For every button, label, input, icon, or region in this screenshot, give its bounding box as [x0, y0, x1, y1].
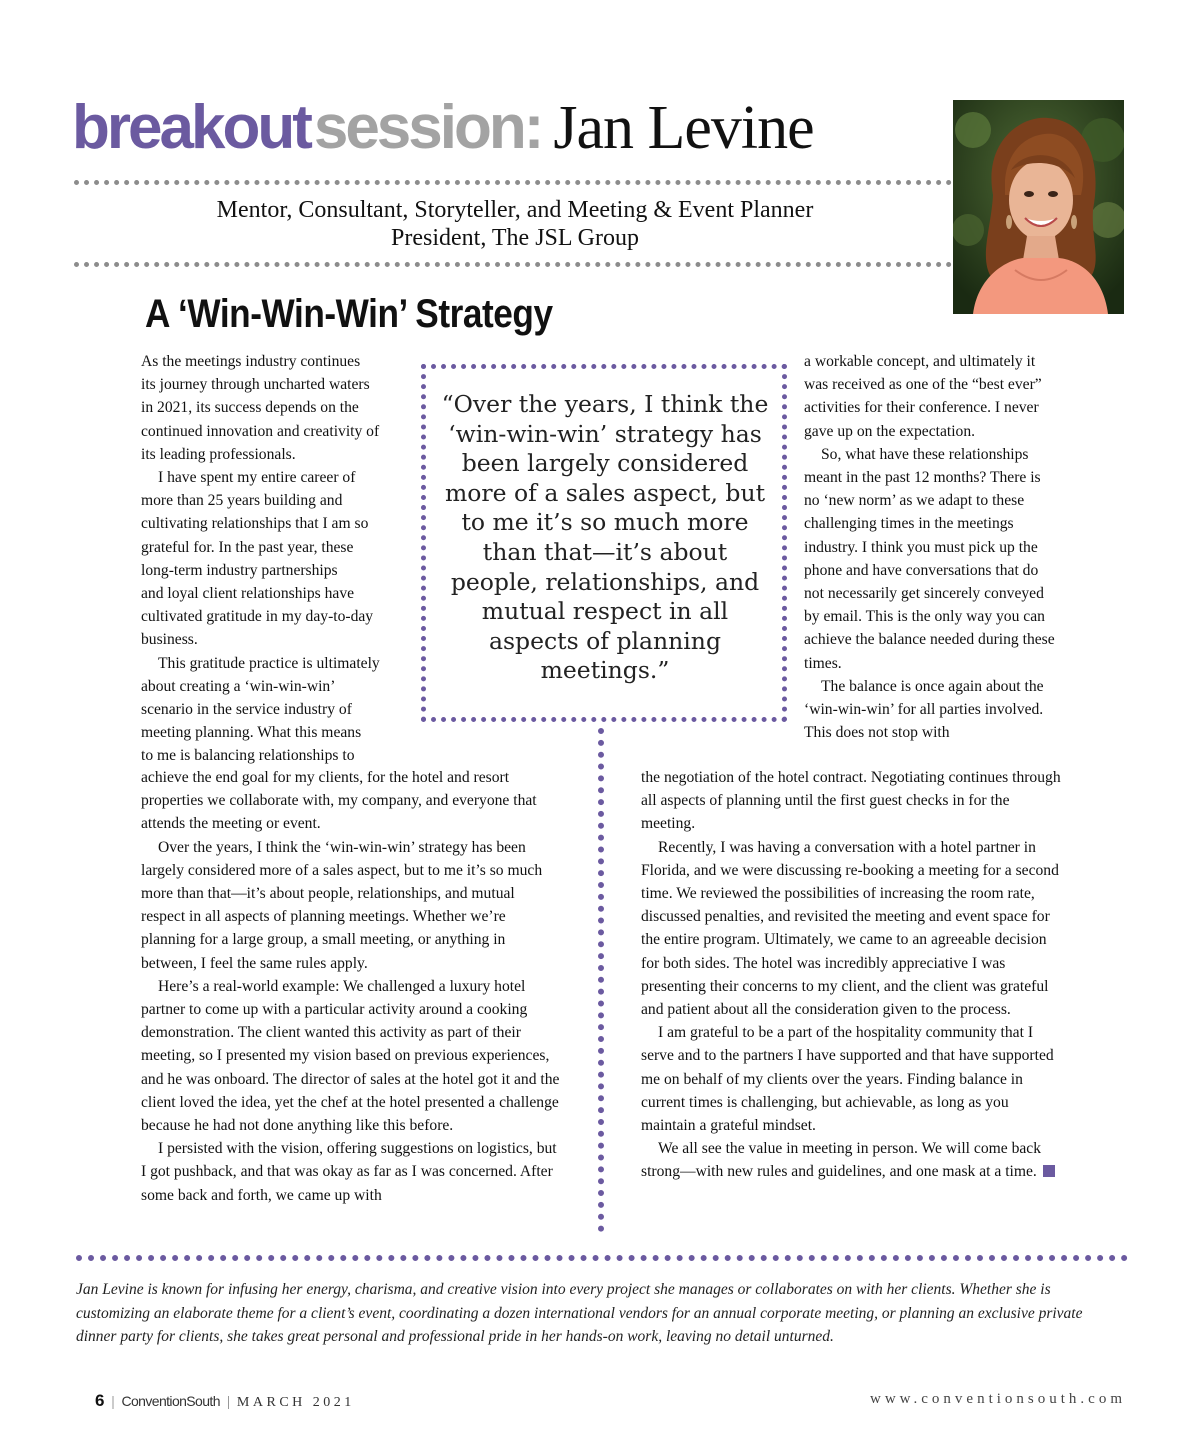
issue-date: MARCH 2021	[236, 1395, 355, 1410]
body-line: cultivating relationships that I am so	[141, 515, 369, 533]
body-paragraph: Over the years, I think the ‘win-win-win’ strategy has been largely considered more of a sales aspect, but to me it’s so much more than that—it’s about people, relationships, and mutual respect in all aspects of planning meetings. Whether we’re planning for a large group, a small meeting, or anything in between, I feel the same rules apply.	[141, 838, 543, 972]
body-paragraph: the negotiation of the hotel contract. Negotiating continues through all aspects of planning until the first guest checks in for the meeting.	[641, 769, 1061, 833]
kicker-session: session:	[313, 93, 542, 162]
body-line: more than 25 years building and	[141, 492, 343, 510]
body-paragraph: Recently, I was having a conversation with a hotel partner in Florida, and we were discussing re-booking a meeting for a second time. We reviewed the possibilities of increasing the room rate, discussed penalties, and revisited the meeting and event space for the entire program. Ultimately, we came to an agreeable decision for both sides. The hotel was incredibly appreciative I was presenting their concerns to my client, and the client was grateful and patient about all the consideration given to the process.	[641, 838, 1059, 1019]
header-divider-top	[74, 180, 952, 185]
end-of-article-square-icon	[1043, 1165, 1055, 1177]
body-paragraph: Here’s a real-world example: We challenged a luxury hotel partner to come up with a particular activity around a cooking demonstration. The client wanted this activity as part of their meeting, so I presented my vision based on previous experiences, and he was onboard. The director of sales at the hotel got it and the client loved the idea, yet the chef at the hotel presented a challenge because he had not done anything like this before.	[141, 977, 560, 1135]
page-footer-left	[95, 1391, 355, 1411]
body-line: cultivated gratitude in my day-to-day	[141, 608, 374, 626]
body-line: scenario in the service industry of	[141, 701, 352, 719]
portrait-illustration-icon	[953, 100, 1124, 314]
body-paragraph: a workable concept, and ultimately it was received as one of the “best ever” activities for their conference. I never gave up on the expectation.	[804, 353, 1042, 440]
body-paragraph: I am grateful to be a part of the hospitality community that I serve and to the partners I have supported and that have supported me on behalf of my clients over the years. Finding balance in current times is challenging, but achievable, as long as you maintain a grateful mindset.	[641, 1024, 1054, 1135]
column-2-lower	[641, 766, 1061, 1184]
body-line: long-term industry partnerships	[141, 561, 338, 579]
bio-divider	[76, 1255, 1128, 1261]
body-line: business.	[141, 631, 198, 649]
body-line: about creating a ‘win-win-win’	[141, 677, 336, 695]
publication-name: ConventionSouth	[121, 1393, 220, 1409]
author-bio: Jan Levine is known for infusing her energy, charisma, and creative vision into every project she manages or collaborates on with her clients. Whether she is customizing an elaborate theme for a client’s event, coordinating a dozen international vendors for an annual corporate meeting, or planning an exclusive private dinner party for clients, she takes great personal and professional pride in her hands-on work, leaving no detail unturned.	[76, 1281, 1083, 1345]
body-line: to me is balancing relationships to	[141, 747, 355, 765]
body-line: I have spent my entire career of	[158, 469, 356, 487]
publication-website: www.conventionsouth.com	[869, 1391, 1126, 1407]
article-headline: A ‘Win-Win-Win’ Strategy	[145, 292, 553, 336]
column-1-upper	[141, 350, 411, 768]
body-line: and loyal client relationships have	[141, 585, 355, 603]
body-line: its journey through uncharted waters	[141, 376, 370, 394]
body-line: grateful for. In the past year, these	[141, 538, 354, 556]
body-line: As the meetings industry continues	[141, 353, 361, 370]
body-paragraph: I persisted with the vision, offering suggestions on logistics, but I got pushback, and that was okay as far as I was concerned. After some back and forth, we came up with	[141, 1140, 557, 1204]
body-paragraph: achieve the end goal for my clients, for the hotel and resort properties we collaborate with, my company, and everyone that attends the meeting or event.	[141, 769, 537, 833]
footer-separator: |	[111, 1394, 115, 1410]
column-1-lower	[141, 766, 561, 1207]
header-divider-bottom	[74, 262, 952, 267]
body-line: its leading professionals.	[141, 445, 296, 463]
footer-separator: |	[226, 1394, 230, 1410]
body-paragraph: The balance is once again about the ‘win-win-win’ for all parties involved. This does not stop with	[804, 677, 1044, 742]
body-paragraph: We all see the value in meeting in person. We will come back strong—with new rules and guidelines, and one mask at a time.	[641, 1137, 1061, 1183]
speaker-company: President, The JSL Group	[391, 225, 639, 251]
portrait-photo	[953, 100, 1124, 314]
speaker-roles: Mentor, Consultant, Storyteller, and Meeting & Event Planner	[216, 197, 814, 223]
pull-quote-text: “Over the years, I think the ‘win-win-win’ strategy has been largely considered more of a sales aspect, but to me it’s so much more than that—it’s about people, relationships, and mutual respect in all aspects of planning meetings.”	[441, 390, 769, 685]
kicker-breakout: breakout	[72, 93, 310, 162]
body-line: meeting planning. What this means	[141, 724, 362, 742]
body-line: This gratitude practice is ultimately	[158, 654, 380, 672]
speaker-name: Jan Levine	[553, 94, 814, 162]
body-line: in 2021, its success depends on the	[141, 399, 359, 417]
column-divider-dots	[598, 728, 604, 1232]
body-line: continued innovation and creativity of	[141, 422, 380, 440]
body-paragraph: So, what have these relationships meant in the past 12 months? There is no ‘new norm’ as we adapt to these challenging times in the meetings industry. I think you must pick up the phone and have conversations that do not necessarily get sincerely conveyed by email. This is the only way you can achieve the balance needed during these times.	[804, 445, 1055, 672]
column-2-upper	[804, 350, 1059, 744]
page-header-title	[72, 92, 814, 162]
page-number: 6	[95, 1391, 105, 1410]
